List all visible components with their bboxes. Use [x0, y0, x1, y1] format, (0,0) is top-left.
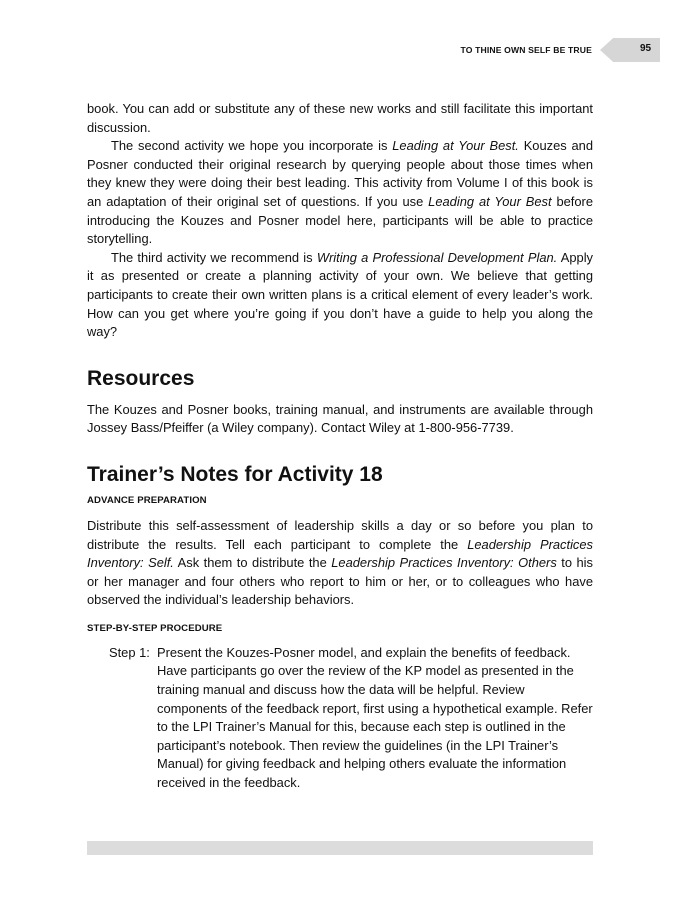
step-1-text: Present the Kouzes-Posner model, and explain the benefits of feedback. Have participants go over the review of the KP model as presented in the training manual and discuss how the data will be helpful. Review components of the feedback report, first using a hypothetical example. Refer to the LPI Trainer’s Manual for this, because each step is outlined in the participant’s notebook. Then review the guidelines (in the LPI Trainer’s Manual) for giving feedback and helping others evaluate the information received in the feedback. — [157, 644, 593, 791]
resources-text: The Kouzes and Posner books, training manual, and instruments are available through Jossey Bass/Pfeiffer (a Wiley company). Contact Wiley at 1-800-956-7739. — [87, 401, 593, 436]
title-lpi-others: Leadership Practices Inventory: Others — [331, 555, 557, 571]
title-leading-at-your-best: Leading at Your Best. — [392, 138, 519, 154]
trainer-notes-heading: Trainer’s Notes for Activity 18 — [87, 462, 383, 486]
advance-preparation-heading: ADVANCE PREPARATION — [87, 494, 207, 506]
title-development-plan: Writing a Professional Development Plan. — [316, 249, 558, 265]
paragraph-continued: book. You can add or substitute any of these new works and still facilitate this important discussion. — [87, 101, 593, 135]
footer-bar — [87, 841, 593, 855]
step-1-label: Step 1: — [109, 644, 150, 660]
page-content — [87, 100, 593, 793]
advance-preparation-text: Distribute this self-assessment of leadership skills a day or so before you plan to distribute the results. Tell each participant to complete the Leadership Practices Inventory: Self. Ask them to distribute the Leadership Practices Inventory: Others to his or her manager and four others who report to him or her, or to colleagues who have observed the individual’s leadership behaviors. — [87, 517, 593, 608]
running-title: TO THINE OWN SELF BE TRUE — [460, 45, 592, 55]
title-leading-at-your-best-ref: Leading at Your Best — [428, 193, 552, 209]
title-lpi-self: Leadership Practices Inventory: Self. — [87, 536, 593, 571]
paragraph-second-activity: The second activity we hope you incorporate is Leading at Your Best. Kouzes and Posner conducted their original research by querying people about those times when they knew they were doing their best leading. This activity from Volume I of this book is an adaptation of their original set of questions. If you use Leading at Your Best before introducing the Kouzes and Posner model here, participants will be able to practice storytelling. — [87, 138, 594, 247]
step-1 — [87, 644, 593, 793]
resources-heading: Resources — [87, 366, 195, 390]
page-number: 95 — [640, 43, 652, 54]
procedure-heading: STEP-BY-STEP PROCEDURE — [87, 622, 223, 634]
paragraph-third-activity: The third activity we recommend is Writing a Professional Development Plan. Apply it as presented or create a planning activity of your own. We believe that getting participants to create their own written plans is a critical element of every leader’s work. How can you get where you’re going if you don’t have a guide to help you along the way? — [87, 249, 593, 340]
running-header — [0, 38, 678, 62]
